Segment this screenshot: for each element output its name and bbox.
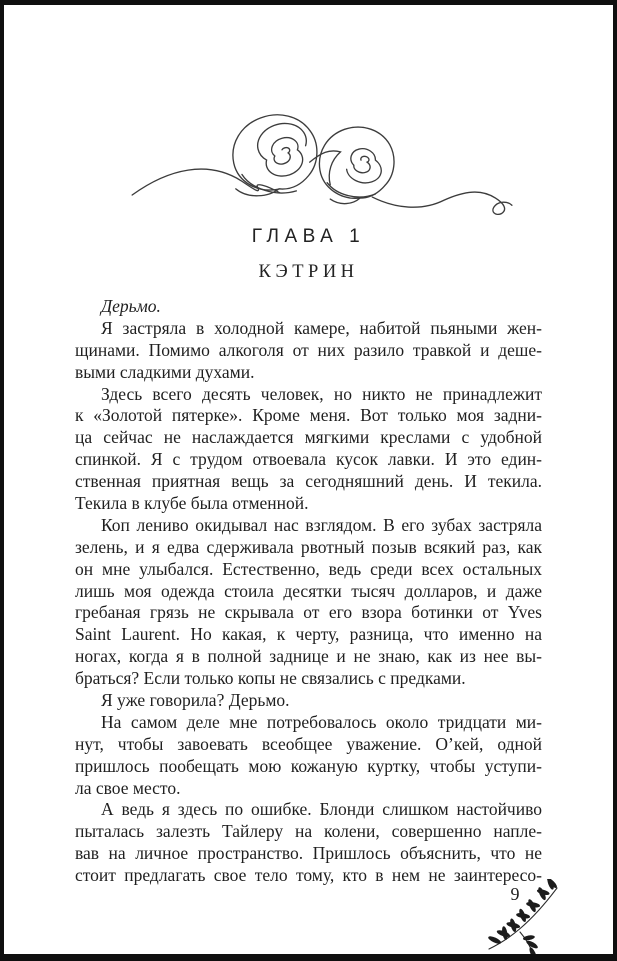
- book-page: [4, 5, 613, 954]
- body-line: Я застряла в холодной камере, набитой пьяными жен-: [101, 317, 542, 338]
- body-line: щинами. Помимо алкоголя от них разило травкой и деше-: [75, 339, 542, 360]
- body-line: ственная приятная вещь за сегодняшний день. И текила.: [75, 471, 542, 492]
- body-line: спинкой. Я с трудом отвоевала кусок лавки. И это един-: [75, 449, 542, 470]
- body-line: Текила в клубе была отменной.: [75, 493, 309, 514]
- chapter-title: ГЛАВА 1: [251, 226, 366, 247]
- body-line: вав на личное пространство. Пришлось объяснить, что не: [75, 843, 542, 864]
- body-line: гребаная грязь не скрывала от его взора ботинки от Yves: [75, 602, 542, 623]
- body-line: Здесь всего десять человек, но никто не принадлежит: [101, 383, 542, 404]
- body-line: А ведь я здесь по ошибке. Блонди слишком настойчиво: [101, 799, 542, 820]
- body-line: пришлось пообещать мою кожаную куртку, чтобы уступи-: [75, 755, 542, 776]
- body-line: выми сладкими духами.: [75, 361, 255, 382]
- body-line: он мне улыбался. Естественно, ведь среди всех остальных: [75, 558, 542, 579]
- body-line: На самом деле мне потребовалось около тридцати ми-: [101, 711, 542, 732]
- body-line: Дерьмо.: [101, 296, 161, 316]
- body-line: стоит предлагать свое тело тому, кто в нем не заинтересо-: [75, 865, 542, 886]
- body-line: к «Золотой пятерке». Кроме меня. Вот только моя задни-: [75, 405, 542, 426]
- body-line: браться? Если только копы не связались с предками.: [75, 668, 466, 689]
- chapter-subtitle: КЭТРИН: [258, 262, 359, 282]
- body-text: [75, 296, 542, 887]
- body-line: лишь моя одежда стоила десятки тысяч долларов, и даже: [75, 580, 542, 601]
- body-line: ла свое место.: [75, 777, 181, 798]
- roses-line-art-icon: [126, 97, 516, 215]
- body-line: Я уже говорила? Дерьмо.: [101, 690, 290, 711]
- body-line: зелень, и я едва сдерживала рвотный позыв всякий раз, как: [75, 536, 542, 557]
- body-line: ногах, когда я в полной заднице и не знаю, как из нее вы-: [75, 646, 542, 667]
- body-line: ца сейчас не наслаждается мягкими креслами с удобной: [75, 427, 542, 448]
- body-line: Saint Laurent. Но какая, к черту, разница, что именно на: [75, 624, 542, 645]
- body-line: пыталась залезть Тайлеру на колени, совершенно напле-: [75, 821, 542, 842]
- page-number: 9: [510, 884, 520, 904]
- body-line: Коп лениво окидывал нас взглядом. В его зубах застряла: [101, 514, 542, 535]
- body-line: нут, чтобы завоевать всеобщее уважение. О’кей, одной: [75, 733, 542, 754]
- leafy-branch-icon: [486, 879, 572, 954]
